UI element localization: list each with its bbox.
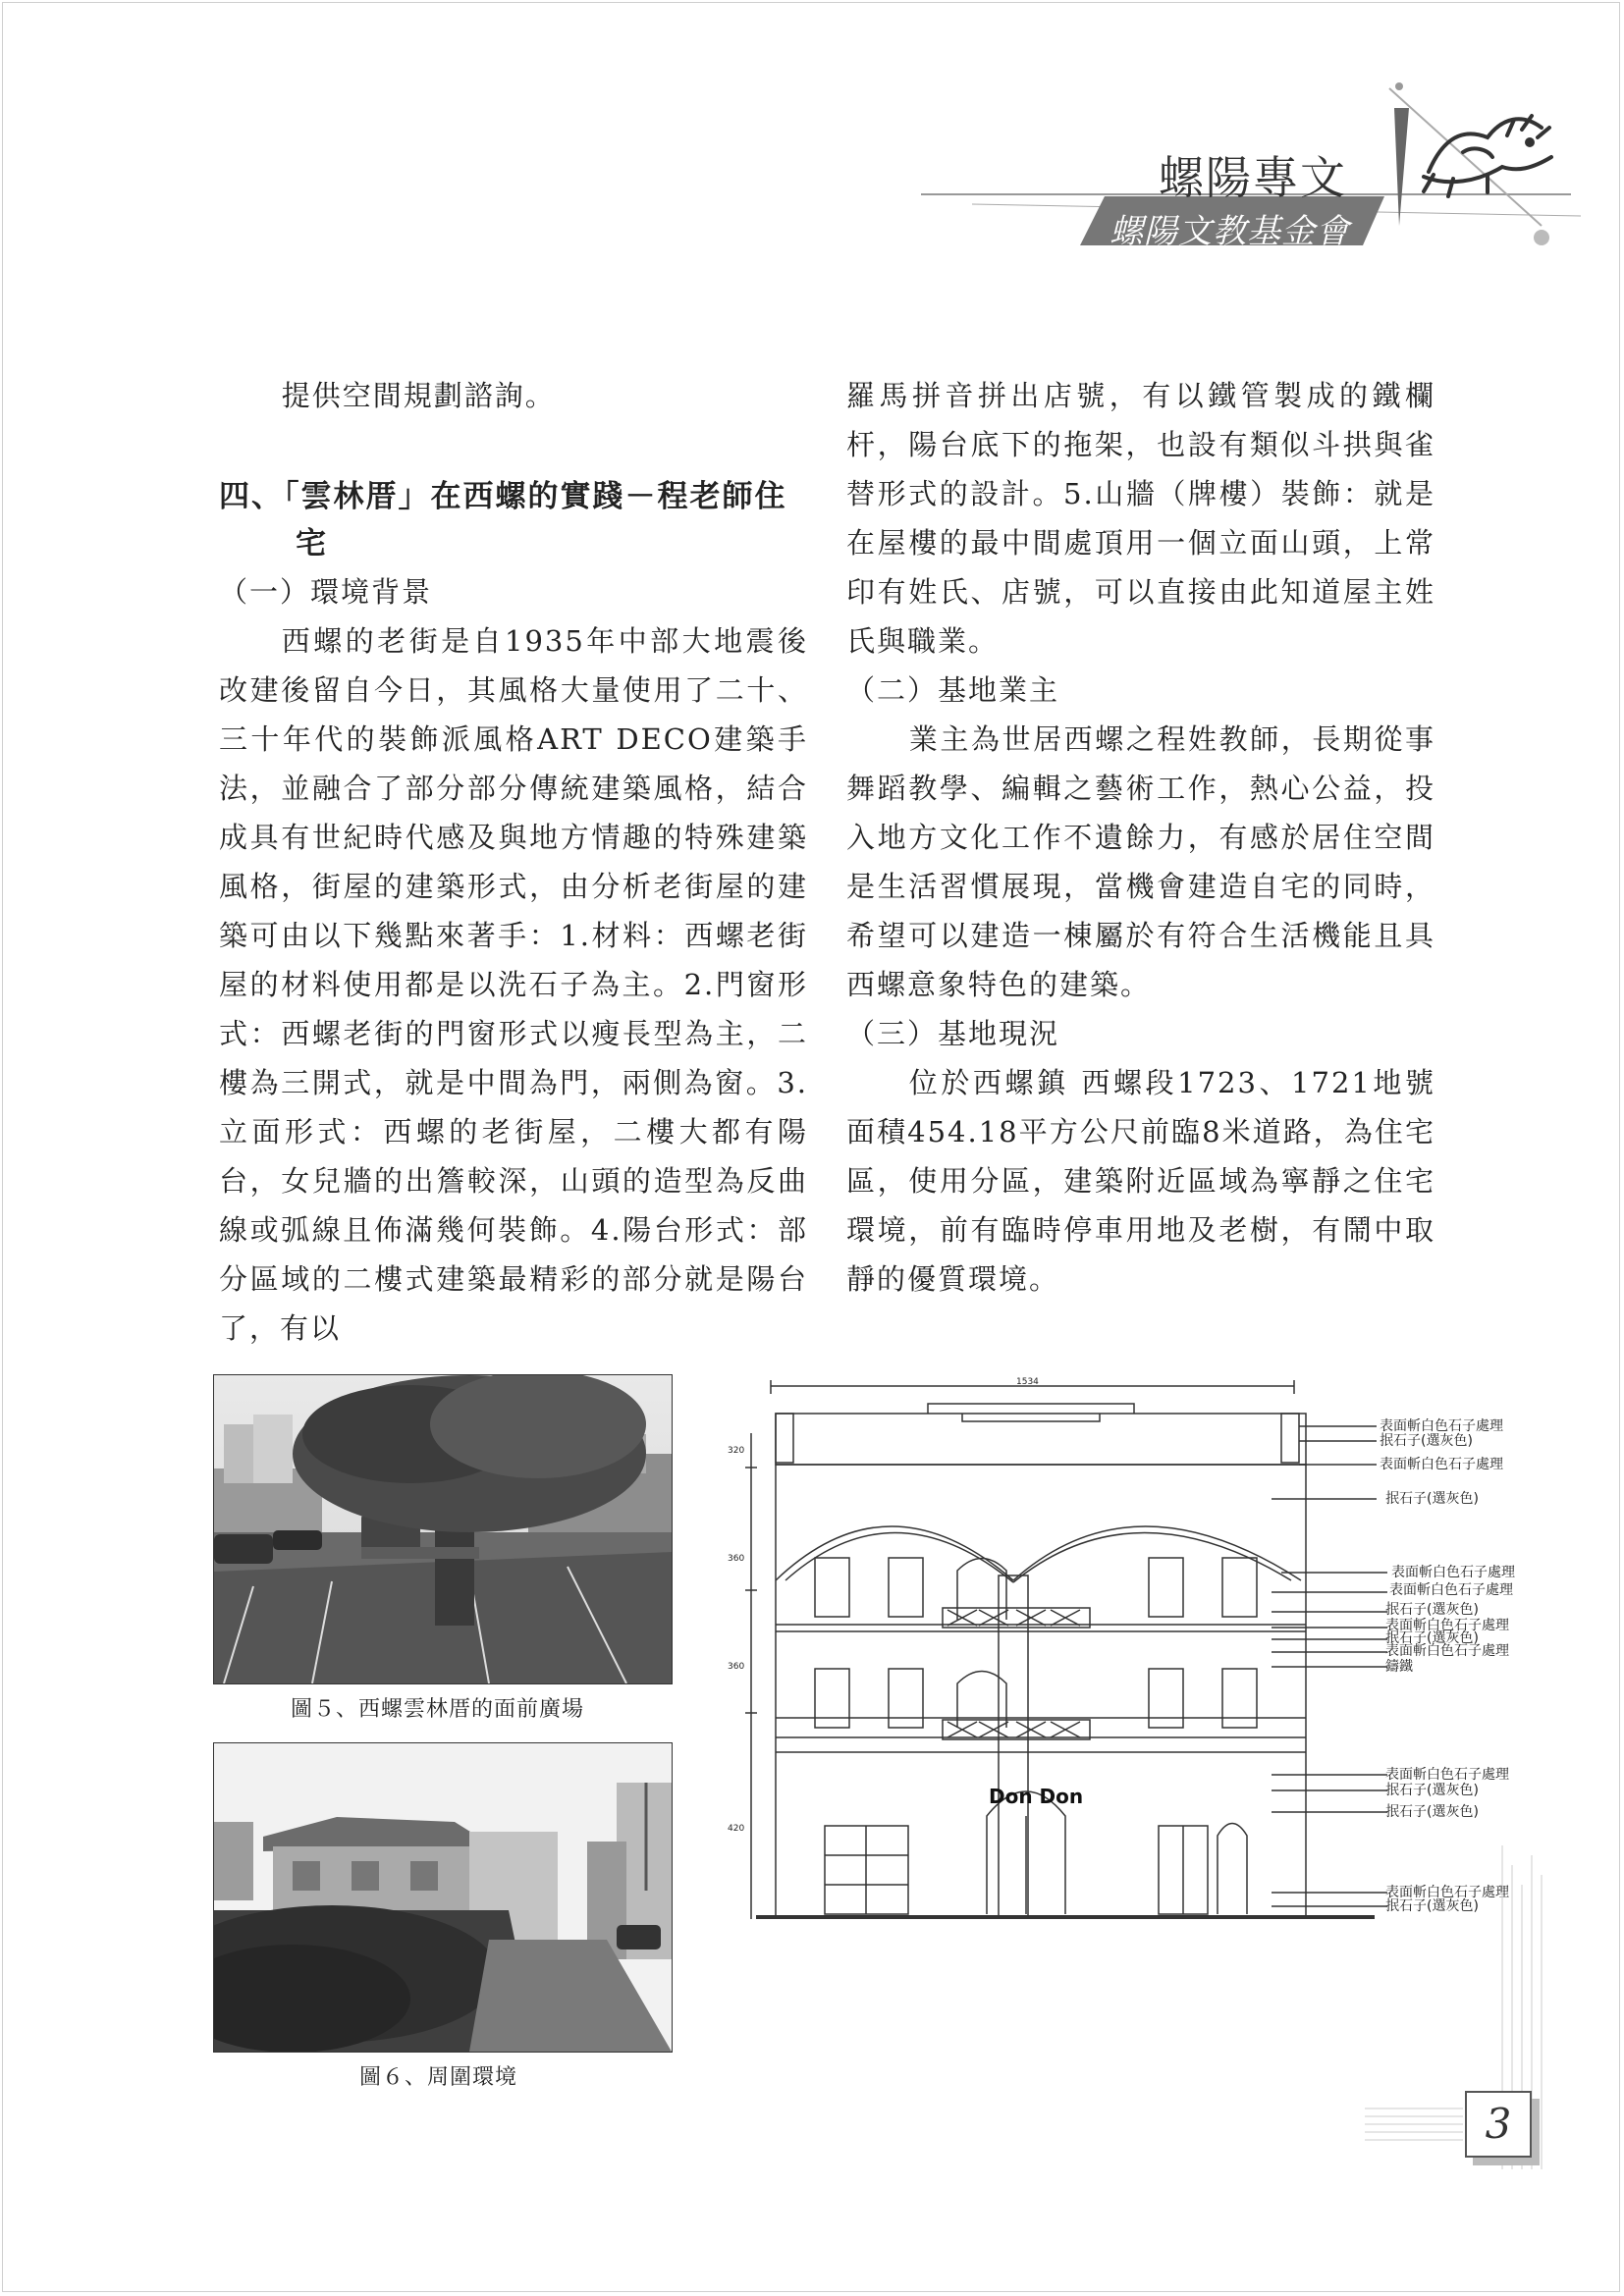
- photo-front-plaza-image: [214, 1375, 672, 1683]
- dimension-3: 360: [728, 1662, 745, 1672]
- subheading-environment: （一）環境背景: [219, 575, 433, 609]
- material-note: 表面斬白色石子處理: [1385, 1643, 1509, 1659]
- paragraph-site: 位於西螺鎮 西螺段1723、1721地號面積454.18平方公尺前臨8米道路，為住宅區，使用分區，建築附近區域為寧靜之住宅環境，前有臨時停車用地及老樹，有鬧中取靜的優質環境。: [846, 1066, 1435, 1296]
- material-note: 表面斬白色石子處理: [1385, 1618, 1509, 1633]
- material-note: 表面斬白色石子處理: [1391, 1565, 1515, 1580]
- material-note: 表面斬白色石子處理: [1389, 1582, 1513, 1598]
- figure5-caption: 圖５、西螺雲林厝的面前廣場: [291, 1697, 585, 1722]
- dragon-logo: [1424, 116, 1551, 196]
- material-note: 抿石子(選灰色): [1385, 1630, 1479, 1646]
- material-note: 抿石子(選灰色): [1380, 1433, 1473, 1449]
- material-note: 鑄鐵: [1385, 1659, 1413, 1675]
- material-note: 抿石子(選灰色): [1385, 1804, 1479, 1820]
- right-column: [846, 371, 1435, 1304]
- dimension-1: 320: [728, 1446, 745, 1456]
- material-note: 抿石子(選灰色): [1385, 1898, 1479, 1914]
- figure6-caption: 圖６、周圍環境: [359, 2065, 518, 2090]
- material-note: 表面斬白色石子處理: [1385, 1885, 1509, 1900]
- paragraph-owner: 業主為世居西螺之程姓教師，長期從事舞蹈教學、編輯之藝術工作，熱心公益，投入地方文化工作不遺餘力，有感於居住空間是生活習慣展現，當機會建造自宅的同時，希望可以建造一棟屬於有符合生活機能且具西螺意象特色的建築。: [846, 722, 1435, 1001]
- material-note: 抿石子(選灰色): [1385, 1491, 1479, 1507]
- paragraph-environment: 西螺的老街是自1935年中部大地震後改建後留自今日，其風格大量使用了二十、三十年代的裝飾派風格ART DECO建築手法，並融合了部分部分傳統建築風格，結合成具有世紀時代感及與地方情趣的特殊建築風格，街屋的建築形式，由分析老街屋的建築可由以下幾點來著手：1.材料：西螺老街屋的材料使用都是以洗石子為主。2.門窗形式：西螺老街的門窗形式以瘦長型為主，二樓為三開式，就是中間為門，兩側為窗。3.立面形式：西螺的老街屋，二樓大都有陽台，女兒牆的出簷較深，山頭的造型為反曲線或弧線且佈滿幾何裝飾。4.陽台形式：部分區域的二樓式建築最精彩的部分就是陽台了，有以: [219, 624, 808, 1345]
- dimension-2: 360: [728, 1554, 745, 1564]
- material-note: 表面斬白色石子處理: [1385, 1767, 1509, 1783]
- paragraph-continued: 提供空間規劃諮詢。: [281, 379, 556, 412]
- header-title: 螺陽專文: [1159, 151, 1347, 204]
- section-heading: 四、「雲林厝」在西螺的實踐－程老師住宅: [219, 479, 787, 561]
- material-note: 抿石子(選灰色): [1385, 1783, 1479, 1798]
- material-note: 抿石子(選灰色): [1385, 1602, 1479, 1618]
- page-header: [913, 59, 1581, 285]
- photo-surroundings-image: [214, 1743, 672, 2052]
- subheading-site: （三）基地現況: [846, 1017, 1060, 1050]
- subheading-owner: （二）基地業主: [846, 673, 1060, 707]
- left-column: [219, 371, 808, 1353]
- dimension-top: 1534: [1016, 1377, 1039, 1387]
- photo-surroundings: [213, 1742, 673, 2053]
- material-note: 表面斬白色石子處理: [1380, 1418, 1503, 1434]
- page-number: 3: [1465, 2091, 1532, 2158]
- header-subtitle: 螺陽文教基金會: [1110, 212, 1350, 251]
- paragraph-continued-right: 羅馬拼音拼出店號，有以鐵管製成的鐵欄杆，陽台底下的拖架，也設有類似斗拱與雀替形式的設計。5.山牆（牌樓）裝飾：就是在屋樓的最中間處頂用一個立面山頭，上常印有姓氏、店號，可以直接由此知道屋主姓氏與職業。: [846, 379, 1435, 658]
- material-note: 表面斬白色石子處理: [1380, 1457, 1503, 1472]
- photo-front-plaza: [213, 1374, 673, 1684]
- storefront-sign: Don Don: [989, 1785, 1084, 1808]
- dimension-4: 420: [728, 1824, 745, 1834]
